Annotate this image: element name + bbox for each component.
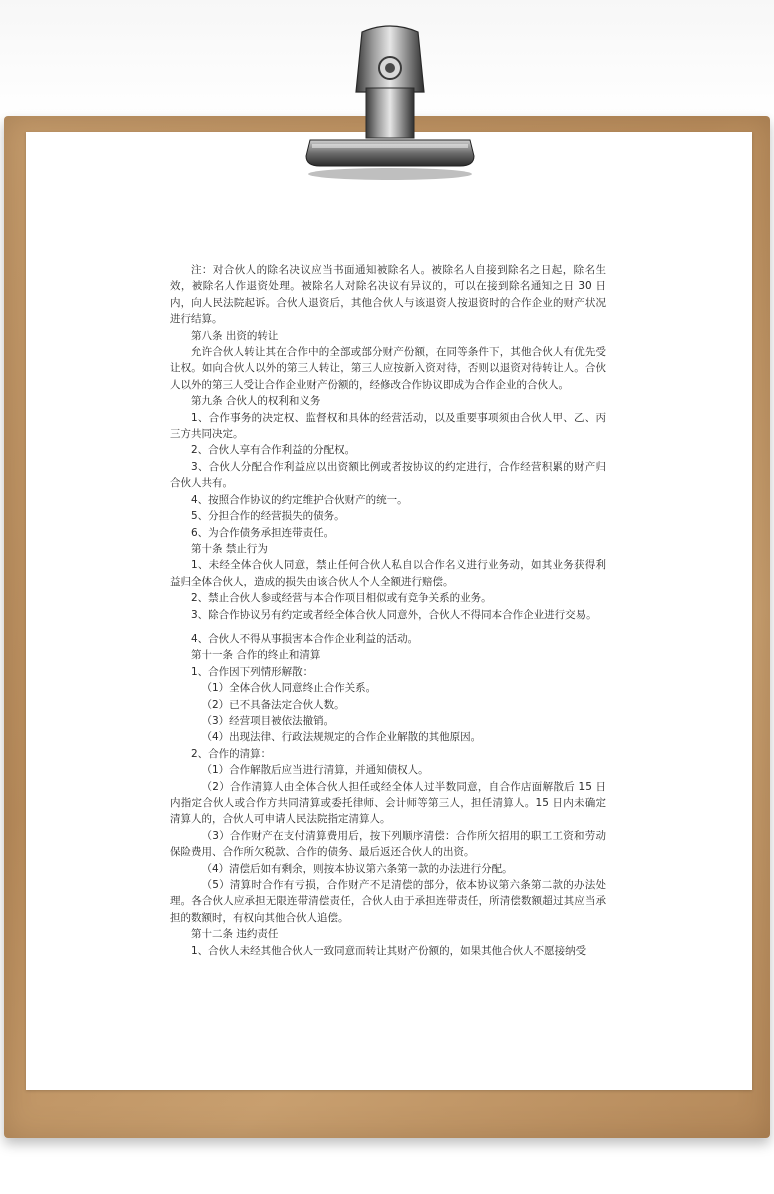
article-10-item: 2、禁止合伙人参或经营与本合作项目相似或有竞争关系的业务。 <box>191 592 492 605</box>
note-paragraph: 注：对合伙人的除名决议应当书面通知被除名人。被除名人自接到除名之日起，除名生效，被除名人作退资处理。被除名人对除名决议有异议的，可以在接到除名通知之日 30 日内，向人民法院起诉。合伙人退资后，其他合伙人与该退资人按退资时的合作企业的财产状况进行结算。 <box>170 264 606 326</box>
article-9-item: 6、为合作债务承担连带责任。 <box>191 526 335 539</box>
article-12-heading: 第十二条 违约责任 <box>191 928 279 941</box>
article-8-heading: 第八条 出资的转让 <box>191 329 279 342</box>
article-10-item: 4、合伙人不得从事损害本合作企业利益的活动。 <box>191 632 419 645</box>
article-11-subitem: （1）全体合伙人同意终止合作关系。 <box>201 682 377 695</box>
article-11-subitem: （2）已不具备法定合伙人数。 <box>201 698 345 711</box>
article-9-item: 3、合伙人分配合作利益应以出资额比例或者按协议的约定进行，合作经营积累的财产归合伙人共有。 <box>170 460 606 490</box>
watermark <box>92 449 117 475</box>
article-10-item: 3、除合作协议另有约定或者经全体合伙人同意外，合伙人不得同本合作企业进行交易。 <box>191 608 597 621</box>
article-10-item: 1、未经全体合伙人同意，禁止任何合伙人私自以合作名义进行业务动，如其业务获得利益归全体合伙人，造成的损失由该合伙人个人全额进行赔偿。 <box>170 559 606 588</box>
binder-clip-icon <box>300 22 480 182</box>
article-11-subitem: （1）合作解散后应当进行清算，并通知债权人。 <box>201 764 429 777</box>
article-9-item: 2、合伙人享有合作利益的分配权。 <box>191 444 356 457</box>
article-8-paragraph: 允许合伙人转让其在合作中的全部或部分财产份额，在同等条件下，其他合伙人有优先受让权。如向合伙人以外的第三人转让，第三人应按新入资对待，否则以退资对待转让人。合伙人以外的第三人受让合作企业财产份额的，经修改合作协议即成为合作企业的合伙人。 <box>170 346 606 391</box>
article-11-subitem: （4）出现法律、行政法规规定的合作企业解散的其他原因。 <box>201 731 482 744</box>
article-11-subitem: （3）合作财产在支付清算费用后，按下列顺序清偿：合作所欠招用的职工工资和劳动保险费用、合作所欠税款、合作的债务、最后返还合伙人的出资。 <box>170 829 606 859</box>
article-9-item: 1、合作事务的决定权、监督权和具体的经营活动，以及重要事项须由合伙人甲、乙、丙三方共同决定。 <box>170 411 606 441</box>
article-11-heading: 第十一条 合作的终止和清算 <box>191 649 321 662</box>
document-text <box>170 262 606 959</box>
article-9-item: 5、分担合作的经营损失的债务。 <box>191 510 345 523</box>
article-11-subitem: （3）经营项目被依法撤销。 <box>201 714 335 727</box>
article-9-item: 4、按照合作协议的约定维护合伙财产的统一。 <box>191 493 408 506</box>
article-11-subitem: （4）清偿后如有剩余，则按本协议第六条第一款的办法进行分配。 <box>201 862 513 875</box>
article-9-heading: 第九条 合伙人的权利和义务 <box>191 395 321 408</box>
article-11-item: 2、合作的清算： <box>191 747 272 760</box>
article-11-item: 1、合作因下列情形解散： <box>191 665 314 678</box>
article-10-heading: 第十条 禁止行为 <box>191 542 268 555</box>
article-11-subitem: （5）清算时合作有亏损，合作财产不足清偿的部分，依本协议第六条第二款的办法处理。各合伙人应承担无限连带清偿责任，合伙人由于承担连带责任，所清偿数额超过其应当承担的数额时，有权向其他合伙人追偿。 <box>170 879 606 924</box>
article-11-subitem: （2）合作清算人由全体合伙人担任或经全体人过半数同意，自合作店面解散后 15 日内指定合伙人或合作方共同清算或委托律师、会计师等第三人，担任清算人。15 日内未确定清算人的，合伙人可申请人民法院指定清算人。 <box>170 780 606 826</box>
article-12-item: 1、合伙人未经其他合伙人一致同意而转让其财产份额的，如果其他合伙人不愿接纳受 <box>191 944 587 957</box>
